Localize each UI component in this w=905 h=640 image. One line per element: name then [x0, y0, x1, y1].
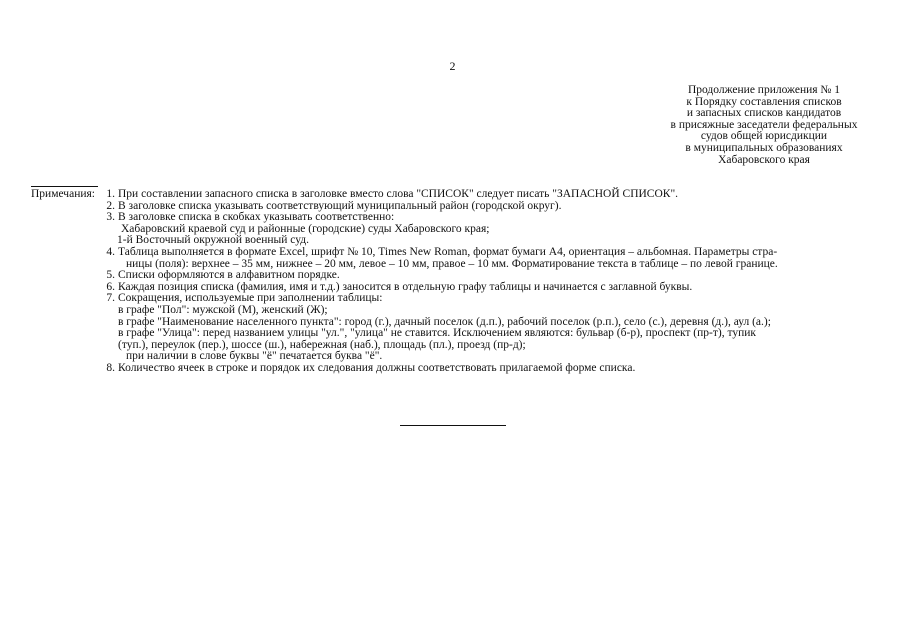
note-text: Каждая позиция списка (фамилия, имя и т.д.) заносится в отдельную графу таблицы и начинается с заглавной буквы. [118, 280, 693, 293]
note-number: 8. [106, 361, 115, 374]
note-subline: в графе "Наименование населенного пункта": город (г.), дачный поселок (д.п.), рабочий поселок (р.п.), село (с.), деревня (д.), аул (а.); [118, 315, 771, 328]
appendix-header-line: Продолжение приложения № 1 [687, 84, 841, 96]
notes-separator-line [31, 186, 98, 187]
note-text: Таблица выполняется в формате Excel, шрифт № 10, Times New Roman, формат бумаги А4, ориентация – альбомная. Параметры стра- [118, 245, 778, 258]
note-subline: в графе "Улица": перед названием улицы "ул.", "улица" не ставится. Исключением являются: бульвар (б-р), проспект (пр-т), тупик [118, 327, 756, 340]
note-item-8 [100, 363, 870, 375]
note-text: Списки оформляются в алфавитном порядке. [118, 269, 340, 282]
notes-label: Примечания: [31, 188, 95, 200]
note-number: 7. [106, 292, 115, 305]
note-text: Количество ячеек в строке и порядок их следования должны соответствовать прилагаемой форме списка. [118, 361, 636, 374]
note-text: В заголовке списка в скобках указывать соответственно: [118, 211, 395, 224]
appendix-header [640, 85, 888, 166]
note-subline: при наличии в слове буквы "ё" печатается буква "ё". [126, 350, 383, 363]
note-text: При составлении запасного списка в заголовке вместо слова "СПИСОК" следует писать "ЗАПАСНОЙ СПИСОК". [118, 188, 679, 200]
appendix-header-line: и запасных списков кандидатов [686, 107, 842, 120]
note-continuation: ницы (поля): верхнее – 35 мм, нижнее – 20 мм, левое – 10 мм, правое – 10 мм. Форматирование текста в таблице – по левой границе. [126, 257, 778, 270]
appendix-header-line: Хабаровского края [718, 153, 810, 166]
note-subline: (туп.), переулок (пер.), шоссе (ш.), набережная (наб.), площадь (пл.), проезд (пр-д); [118, 338, 526, 351]
note-number: 5. [106, 269, 115, 282]
appendix-header-line: судов общей юрисдикции [700, 130, 828, 143]
note-text: В заголовке списка указывать соответствующий муниципальный район (городской округ). [118, 199, 562, 212]
closing-line [400, 425, 506, 426]
page-number: 2 [449, 59, 456, 73]
notes-list [100, 189, 870, 375]
appendix-header-line: к Порядку составления списков [686, 95, 842, 108]
note-number: 2. [106, 199, 115, 212]
note-number: 4. [106, 245, 115, 258]
note-subline: Хабаровский краевой суд и районные (городские) суды Хабаровского края; [121, 222, 490, 235]
note-number: 6. [106, 280, 115, 293]
appendix-header-line: в присяжные заседатели федеральных [670, 118, 858, 131]
note-number: 1. [106, 188, 115, 200]
note-item-4 [100, 247, 870, 259]
note-text: Сокращения, используемые при заполнении таблицы: [118, 292, 383, 305]
note-number: 3. [106, 211, 115, 224]
note-subline: 1-й Восточный окружной военный суд. [117, 234, 309, 247]
appendix-header-line: в муниципальных образованиях [685, 141, 843, 154]
note-subline: в графе "Пол": мужской (М), женский (Ж); [118, 303, 328, 316]
